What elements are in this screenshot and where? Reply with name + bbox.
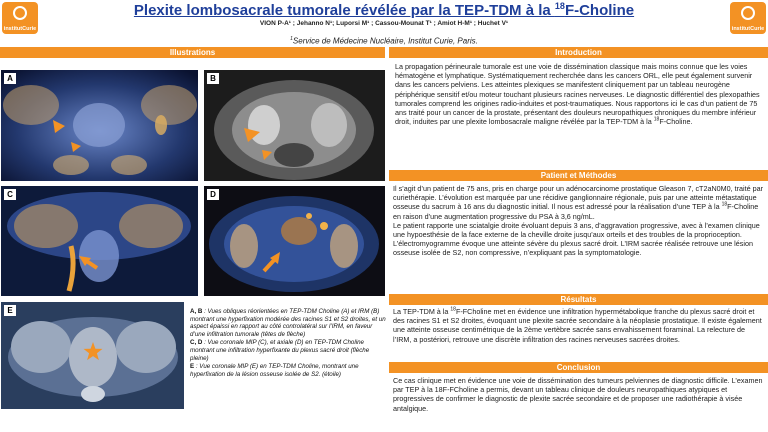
section-illustrations: Illustrations xyxy=(0,47,385,58)
legend-e-label: E xyxy=(190,363,195,371)
figure-legend xyxy=(190,308,386,379)
pelvis-axial-image xyxy=(204,186,385,296)
image-label-b: B xyxy=(207,73,219,84)
legend-ab xyxy=(190,308,386,338)
logo-text: institutCurie xyxy=(731,26,765,32)
institut-curie-logo-right xyxy=(730,2,766,34)
pelvis-mri-image xyxy=(204,70,385,181)
patient-p1-end: F-Choline en raison d’une augmentation progressive du PSA à 3,6 ng/mL. xyxy=(393,202,759,221)
image-b-mri-oblique xyxy=(204,70,385,181)
image-d-pet-axial xyxy=(204,186,385,296)
image-c-pet-coronal-mip xyxy=(1,186,198,296)
legend-ab-text: : Vues obliques réorientées en TEP-TDM Choline (A) et IRM (B) montrant une hyperfixation modérée des racines S1 et S2 droites, et un aspect épaissi en rapport au côté controlatéral sur l’IRM, en faveur d’une infiltration tumorale (têtes de flèche) xyxy=(190,308,386,338)
title-superscript: 18 xyxy=(554,1,565,11)
image-a-pet-ct-oblique xyxy=(1,70,198,181)
patient-p1-superscript: 18 xyxy=(721,202,728,209)
resultats-superscript: 18 xyxy=(450,306,456,313)
introduction-text xyxy=(395,62,763,126)
image-label-a: A xyxy=(4,73,16,84)
image-label-e: E xyxy=(4,305,16,316)
section-resultats: Résultats xyxy=(389,294,768,305)
image-label-d: D xyxy=(207,189,219,200)
image-e-pet-coronal-mip xyxy=(1,302,184,409)
patient-methodes-text xyxy=(393,184,763,258)
resultats-text xyxy=(393,307,763,344)
affiliation-superscript: 1 xyxy=(290,36,293,42)
curie-emblem-icon xyxy=(741,6,755,20)
resultats-end: F-FCholine met en évidence une infiltration hypermétabolique franche du plexus sacré droit et des racines S1 et S2 droites, évoquant une plexite sacrée secondaire à la néoplasie prostatique. Il existe également une atteinte osseuse centimétrique de la 2ème vertèbre sacrée sans envahissement foraminal. La relecture de l’IRM, a postériori, retrouve une discrète infiltration des racines nerveuses sacrées droites. xyxy=(393,307,762,344)
pelvis-coronal-image xyxy=(1,186,198,296)
introduction-main: La propagation périneurale tumorale est une voie de dissémination classique mais moins connue que les voies hématogène et lymphatique. Systématiquement recherchée dans les cancers ORL, elle peut également survenir dans les cancers pelviens. Les atteintes plexiques se manifestent cliniquement par un tableau neurogène périphérique sensitif et/ou moteur touchant plusieurs racines nerveuses. Le diagnostic différentiel des plexopathies tumorales comprend les origines radio-induites et post-traumatiques. Nous rapportons ici le cas d’un patient de 75 ans traité pour un cancer de la prostate, présentant des douleurs neuropathiques chroniques du membre inférieur droit, induites par une plexite lombosacrale maligne révélée par la TEP-TDM à la xyxy=(395,62,760,127)
legend-cd-text: : Vue coronale MIP (C), et axiale (D) en TEP-TDM Choline montrant une infiltration hyperfixante du plexus sacré droit (flèche pleine) xyxy=(190,339,370,362)
title-tail: F-Choline xyxy=(564,2,635,19)
introduction-superscript: 18 xyxy=(653,116,660,123)
pelvis-pet-image xyxy=(1,70,198,181)
patient-p2: Le patient rapporte une sciatalgie droite évoluant depuis 3 ans, d’aggravation progressive, avec à l’examen clinique une hypoesthésie de la face externe de la cheville droite jusqu’aux orteils et des troubles de la proprioception. L’électromyogramme évoque une atteinte sévère du plexus sacré droit. L’IRM sacrée réalisée retrouve une lésion osseuse isolée de S2, non compressive, n’expliquant pas la symptomatologie. xyxy=(393,220,760,258)
poster-title xyxy=(40,1,728,19)
image-label-c: C xyxy=(4,189,16,200)
sacrum-coronal-image xyxy=(1,302,184,409)
legend-e xyxy=(190,363,386,378)
legend-cd xyxy=(190,339,386,362)
authors: VION P-A¹ ; Jehanno N¹; Luporsi M¹ ; Cassou-Mounat T¹ ; Amiot H-M¹ ; Huchet V¹ xyxy=(259,20,509,27)
legend-e-text: : Vue coronale MIP (E) en TEP-TDM Choline, montrant une hyperfixation de la lésion osseuse isolée de S2. (étoile) xyxy=(190,363,359,378)
conclusion-paragraph: Ce cas clinique met en évidence une voie de dissémination des tumeurs pelviennes de diagnostic difficile. L’examen par TEP à la 18F-FCholine a permis, devant un tableau clinique de douleurs neuropathiques atypiques et progressives de confirmer le diagnostic de plexite sacrée secondaire et de proposer une radiothérapie à visée antalgique. xyxy=(393,376,763,413)
title-main: Plexite lombosacrale tumorale révélée par la TEP-TDM à la xyxy=(133,2,555,19)
conclusion-text xyxy=(393,376,763,413)
curie-emblem-icon xyxy=(13,6,27,20)
section-patient-methodes: Patient et Méthodes xyxy=(389,170,768,181)
institut-curie-logo-left xyxy=(2,2,38,34)
legend-ab-label: A, B xyxy=(190,308,203,315)
legend-cd-label: C, D xyxy=(190,339,203,347)
introduction-tail: F-Choline. xyxy=(659,117,693,127)
resultats-start: La TEP-TDM à la xyxy=(393,307,451,316)
section-conclusion: Conclusion xyxy=(389,362,768,373)
section-introduction: Introduction xyxy=(389,47,768,58)
affiliation-text: Service de Médecine Nucléaire, Institut Curie, Paris. xyxy=(292,36,478,46)
patient-p1-start: Il s’agit d’un patient de 75 ans, pris en charge pour un adénocarcinome prostatique Gleason 7, cT2aN0M0, traité par curiethérapie. L’évolution est marquée par une récidive ganglionnaire régionale, puis par une atteinte métastatique osseuse du sacrum à 16 ans du diagnostic initial. Il nous est adressé pour la réalisation d’une TEP à la xyxy=(393,184,763,212)
affiliation xyxy=(40,36,728,46)
logo-text: institutCurie xyxy=(3,26,37,32)
